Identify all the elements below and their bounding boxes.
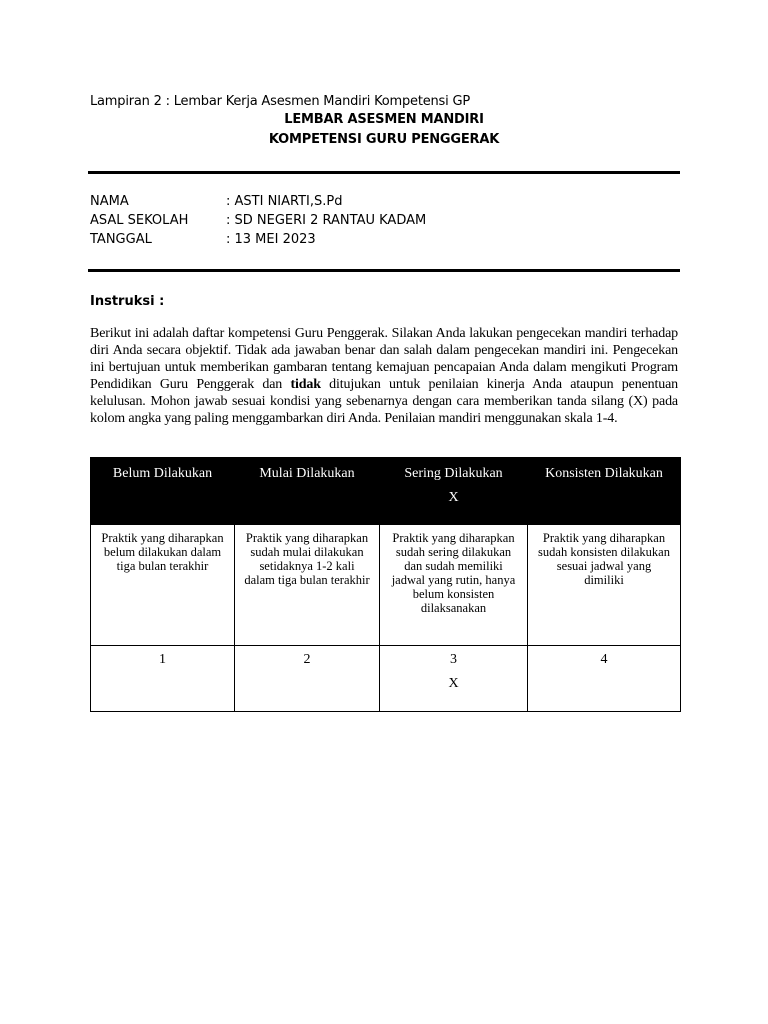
header-mark: X — [448, 490, 459, 505]
bottom-divider — [88, 269, 680, 272]
date-value: : 13 MEI 2023 — [226, 232, 316, 247]
school-label: ASAL SEKOLAH — [90, 213, 189, 228]
document-title-line-2: KOMPETENSI GURU PENGGERAK — [268, 132, 500, 147]
top-divider — [88, 171, 680, 174]
score-number: 1 — [159, 652, 166, 667]
header-cell-sering — [380, 458, 528, 525]
document-title-line-1: LEMBAR ASESMEN MANDIRI — [284, 112, 484, 127]
instructions-text-part-2: ditujukan untuk penilaian kinerja Anda ataupun penentuan kelulusan. Mohon jawab sesuai kondisi yang sebenarnya dengan cara memberikan tanda silang (X) pada kolom angka yang paling menggambarkan diri Anda. Penilaian mandiri menggunakan skala 1-4. — [90, 377, 678, 426]
score-number: 4 — [600, 652, 608, 667]
instructions-body — [90, 325, 678, 427]
name-label: NAMA — [90, 194, 129, 209]
instructions-bold-word: tidak — [290, 377, 321, 392]
description-cell — [235, 525, 380, 646]
instructions-text-part-1: Berikut ini adalah daftar kompetensi Guru Penggerak. Silakan Anda lakukan pengecekan mandiri terhadap diri Anda secara objektif. Tidak ada jawaban benar dan salah dalam pengecekan mandiri ini. Pengecekan ini bertujuan untuk memberikan gambaran tentang kemajuan pencapaian Anda dalam mengikuti Program Pendidikan Guru Penggerak dan — [90, 326, 678, 392]
score-cell-4[interactable] — [528, 646, 681, 712]
header-cell-belum — [91, 458, 235, 525]
date-label: TANGGAL — [90, 232, 152, 247]
table-description-row — [91, 525, 681, 646]
description-cell — [91, 525, 235, 646]
header-cell-konsisten — [528, 458, 681, 525]
table-score-row — [91, 646, 681, 712]
score-number: 3 — [450, 652, 457, 667]
instructions-title: Instruksi : — [90, 294, 165, 309]
header-label: Mulai Dilakukan — [259, 466, 355, 481]
description-cell — [528, 525, 681, 646]
description-text: Praktik yang diharapkan sudah mulai dilakukan setidaknya 1-2 kali dalam tiga bulan terakhir — [244, 531, 370, 587]
name-value: : ASTI NIARTI,S.Pd — [226, 194, 343, 209]
description-text: Praktik yang diharapkan sudah konsisten dilakukan sesuai jadwal yang dimiliki — [538, 531, 670, 587]
score-mark: X — [448, 676, 459, 691]
header-label: Belum Dilakukan — [112, 466, 213, 481]
header-label: Sering Dilakukan — [404, 466, 503, 481]
description-cell — [380, 525, 528, 646]
score-cell-3[interactable] — [380, 646, 528, 712]
score-number: 2 — [303, 652, 311, 667]
description-text: Praktik yang diharapkan sudah sering dilakukan dan sudah memiliki jadwal yang rutin, hanya belum konsisten dilaksanakan — [391, 531, 516, 615]
header-cell-mulai — [235, 458, 380, 525]
rating-scale-table — [90, 457, 681, 712]
score-cell-1[interactable] — [91, 646, 235, 712]
score-cell-2[interactable] — [235, 646, 380, 712]
school-value: : SD NEGERI 2 RANTAU KADAM — [226, 213, 427, 228]
description-text: Praktik yang diharapkan belum dilakukan dalam tiga bulan terakhir — [101, 531, 224, 573]
table-header-row — [91, 458, 681, 525]
attachment-heading: Lampiran 2 : Lembar Kerja Asesmen Mandiri Kompetensi GP — [90, 94, 470, 109]
header-label: Konsisten Dilakukan — [545, 466, 663, 481]
